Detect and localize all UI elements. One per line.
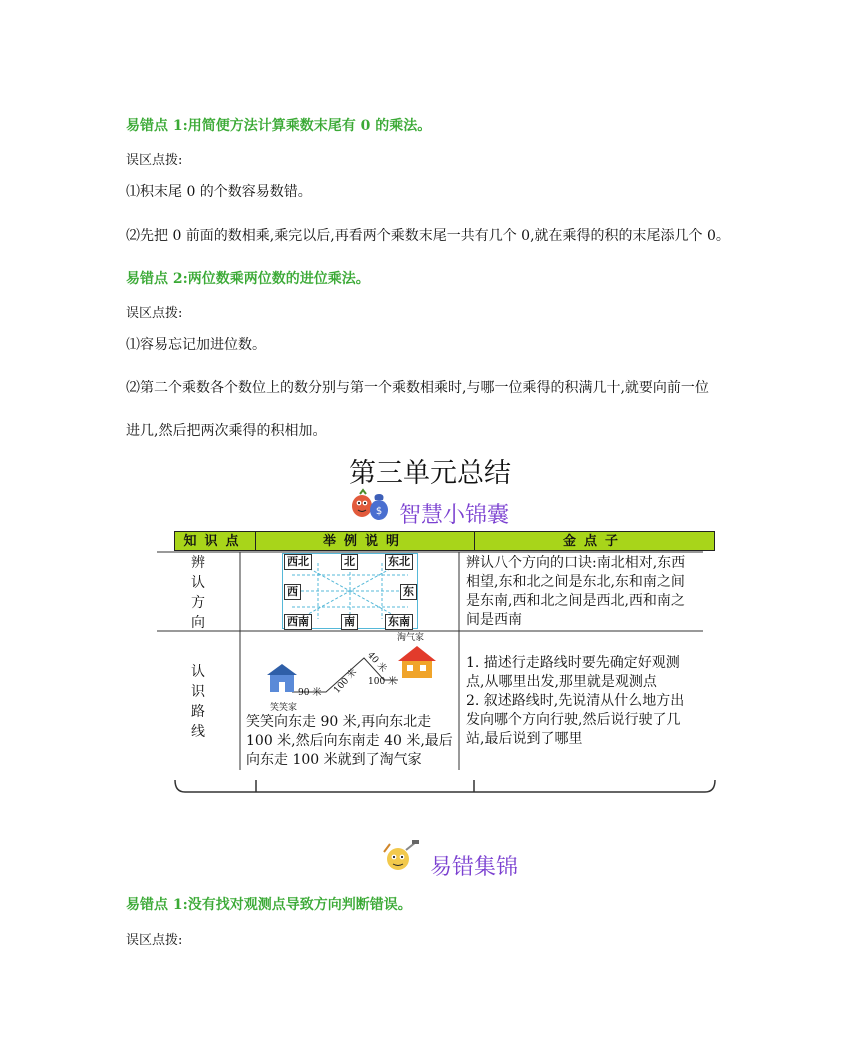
- row2-topic: 认 识 路 线: [191, 664, 205, 740]
- route-diagram: [262, 630, 442, 712]
- header-knowledge-point: 知识点: [174, 531, 256, 551]
- route-home-label: 淘气家: [397, 633, 425, 643]
- row2-example: 笑笑向东走 90 米,再向东北走 100 米,然后向东南走 40 米,最后 向东走 100 米就到了淘气家: [246, 714, 453, 768]
- route-start-label: 笑笑家: [270, 703, 298, 713]
- compass-ne: 东北: [385, 554, 413, 570]
- route-seg4-label: 100 米: [368, 677, 398, 687]
- wisdom-title: 智慧小锦囊: [399, 503, 510, 528]
- compass-diagram: [282, 553, 418, 629]
- compass-n: 北: [341, 554, 358, 570]
- row1-topic: 辨 认 方 向: [191, 555, 205, 631]
- section1-point-1: ⑴积末尾 0 的个数容易数错。: [126, 184, 312, 200]
- section2-point-3: 进几,然后把两次乘得的积相加。: [126, 423, 327, 439]
- compass-s: 南: [341, 614, 358, 630]
- svg-text:$: $: [375, 506, 383, 517]
- route-seg2-label: 100 米: [332, 667, 360, 696]
- compass-nw: 西北: [284, 554, 312, 570]
- start-house-icon: [267, 664, 297, 692]
- section2-tip-label: 误区点拨:: [126, 306, 183, 321]
- header-example: 举例说明: [255, 531, 475, 551]
- row2-tip: 1. 描述行走路线时要先确定好观测 点,从哪里出发,那里就是观测点 2. 叙述路线时,先说清从什么地方出 发向哪个方向行驶,然后说行驶了几 站,最后说到了哪里: [466, 655, 685, 747]
- row1-tip: 辨认八个方向的口诀:南北相对,东西 相望,东和北之间是东北,东和南之间 是东南,西和北之间是西北,西和南之 间是西南: [466, 555, 686, 628]
- section2-heading: 易错点 2:两位数乘两位数的进位乘法。: [126, 271, 370, 287]
- route-seg1-label: 90 米: [298, 688, 322, 698]
- section1-point-2: ⑵先把 0 前面的数相乘,乘完以后,再看两个乘数末尾一共有几个 0,就在乘得的积的末尾添几个 0。: [126, 228, 730, 244]
- compass-se: 东南: [385, 614, 413, 630]
- errors-title: 易错集锦: [430, 855, 519, 880]
- section3-heading: 易错点 1:没有找对观测点导致方向判断错误。: [126, 897, 412, 913]
- section2-point-1: ⑴容易忘记加进位数。: [126, 337, 266, 353]
- destination-house-icon: [398, 646, 436, 678]
- header-golden-tip: 金点子: [474, 531, 715, 551]
- route-seg3-label: 40 米: [365, 650, 389, 675]
- section3-tip-label: 误区点拨:: [126, 933, 183, 948]
- section2-point-2: ⑵第二个乘数各个数位上的数分别与第一个乘数相乘时,与哪一位乘得的积满几十,就要向前一位: [126, 380, 709, 396]
- section1-tip-label: 误区点拨:: [126, 153, 183, 168]
- compass-sw: 西南: [284, 614, 312, 630]
- unit-title: 第三单元总结: [349, 458, 511, 489]
- section1-heading: 易错点 1:用简便方法计算乘数末尾有 0 的乘法。: [126, 118, 432, 134]
- mascot-tools-icon: [380, 840, 420, 874]
- compass-w: 西: [284, 584, 301, 600]
- compass-e: 东: [400, 584, 417, 600]
